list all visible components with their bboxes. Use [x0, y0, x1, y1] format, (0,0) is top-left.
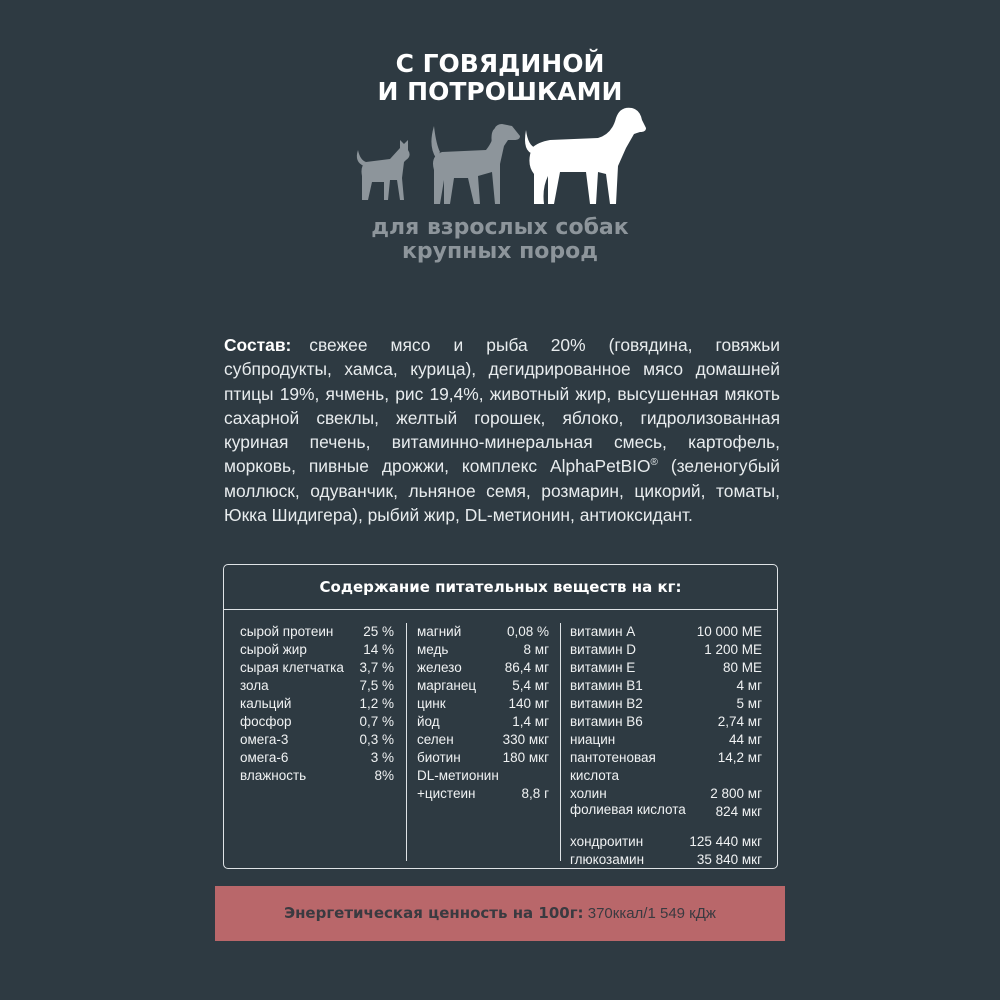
nutrients-column-1: [240, 623, 394, 785]
energy-value: 370ккал/1 549 кДж: [587, 905, 716, 922]
nutrient-row: [570, 695, 762, 713]
nutrient-name: ниацин: [570, 732, 616, 747]
nutrient-value: 3 %: [370, 750, 394, 765]
nutrient-name: сырой жир: [240, 642, 307, 657]
nutrient-value: 44 мг: [729, 732, 762, 747]
title-line-1: С ГОВЯДИНОЙ: [395, 49, 605, 78]
column-divider-2: [560, 623, 561, 861]
nutrient-name: витамин В2: [570, 696, 643, 711]
nutrient-row: [240, 731, 394, 749]
nutrient-value: 8 мг: [523, 642, 549, 657]
nutrient-name: витамин В6: [570, 714, 643, 729]
title-line-2: И ПОТРОШКАМИ: [377, 77, 623, 106]
nutrients-column-3: [570, 623, 762, 869]
dog-size-icons: [350, 104, 650, 210]
medium-dog-icon: [431, 124, 520, 204]
nutrient-value: 14,2 мг: [717, 750, 762, 765]
nutrient-name: витамин D: [570, 642, 637, 657]
nutrient-row: [240, 749, 394, 767]
nutrient-value: 80 МЕ: [722, 660, 762, 675]
nutrient-row: [417, 677, 549, 695]
nutrient-value: 1,2 %: [359, 696, 394, 711]
nutrient-value: 1 200 МЕ: [704, 642, 762, 657]
subtitle-line-1: для взрослых собак: [371, 215, 629, 240]
nutrient-row: [417, 641, 549, 659]
nutrient-row: [570, 851, 762, 869]
nutrient-row: [417, 731, 549, 749]
nutrient-name: DL-метионин: [417, 768, 499, 783]
energy-label: Энергетическая ценность на 100г:: [284, 904, 584, 922]
nutrient-name: пантотеновая: [570, 750, 656, 765]
nutrient-value: 0,7 %: [359, 714, 394, 729]
nutrient-value: 86,4 мг: [504, 660, 549, 675]
nutrient-row: [417, 767, 549, 785]
nutrient-name: цинк: [417, 696, 446, 711]
product-title: [0, 50, 1000, 106]
nutrient-name: хондроитин: [570, 834, 644, 849]
nutrient-name: глюкозамин: [570, 852, 645, 867]
nutrient-row: [417, 749, 549, 767]
nutrient-row: [570, 677, 762, 695]
nutrient-name: медь: [417, 642, 449, 657]
nutrient-value: 140 мг: [508, 696, 549, 711]
nutrient-name: йод: [417, 714, 440, 729]
nutrient-row: [570, 659, 762, 677]
composition-main: свежее мясо и рыба 20% (говядина, говяжьи субпродукты, хамса, курица), дегидрированное мясо домашней птицы 19%, ячмень, рис 19,4%, животный жир, высушенная мякоть сахарной свеклы, желтый горошек, яблоко, гидролизованная куриная печень, витаминно-минеральная смесь, картофель, морковь, пивные дрожжи, комплекс AlphaPetBIO: [224, 335, 780, 477]
nutrient-name: кислота: [570, 768, 619, 783]
nutrient-value: 2,74 мг: [717, 714, 762, 729]
nutrient-value: 180 мкг: [502, 750, 549, 765]
nutrient-row: [240, 677, 394, 695]
nutrient-name: витамин В1: [570, 678, 643, 693]
nutrient-value: 330 мкг: [502, 732, 549, 747]
nutrient-row: [240, 659, 394, 677]
nutrient-name: омега-6: [240, 750, 289, 765]
nutrient-value: 2 800 мг: [710, 786, 762, 801]
nutrient-row: [417, 623, 549, 641]
nutrient-row: [570, 803, 762, 833]
nutrient-row: [417, 659, 549, 677]
nutrient-row: [570, 785, 762, 803]
nutrient-name: омега-3: [240, 732, 289, 747]
nutrient-value: 25 %: [363, 624, 394, 639]
nutrient-row: [570, 749, 762, 767]
nutrient-value: 4 мг: [736, 678, 762, 693]
nutrient-name: железо: [417, 660, 462, 675]
nutrient-value: 0,3 %: [359, 732, 394, 747]
nutrient-value: 5,4 мг: [512, 678, 549, 693]
energy-value-banner: [215, 886, 785, 941]
nutrient-row: [240, 695, 394, 713]
nutrient-value: 14 %: [363, 642, 394, 657]
nutrient-name: биотин: [417, 750, 461, 765]
nutrient-row: [417, 785, 549, 803]
nutrient-value: 125 440 мкг: [689, 834, 762, 849]
nutrient-value: 5 мг: [736, 696, 762, 711]
nutrient-name: зола: [240, 678, 269, 693]
heading-divider: [224, 609, 777, 610]
nutrient-row: [570, 731, 762, 749]
nutrient-name: фосфор: [240, 714, 292, 729]
nutrient-row: [240, 767, 394, 785]
nutrients-column-2: [417, 623, 549, 803]
nutrient-row: [240, 623, 394, 641]
nutrient-name: +цистеин: [417, 786, 476, 801]
nutrients-table: [223, 564, 778, 869]
registered-mark: ®: [650, 457, 658, 469]
nutrient-row: [570, 833, 762, 851]
composition-label: Состав:: [224, 335, 292, 355]
nutrient-value: 10 000 МЕ: [696, 624, 762, 639]
nutrient-value: 7,5 %: [359, 678, 394, 693]
nutrient-row: [570, 641, 762, 659]
nutrient-value: 0,08 %: [506, 624, 549, 639]
nutrients-heading: Содержание питательных веществ на кг:: [319, 578, 682, 596]
small-dog-icon: [357, 140, 410, 200]
nutrient-name: сырой протеин: [240, 624, 334, 639]
nutrient-row: [240, 713, 394, 731]
column-divider-1: [406, 623, 407, 861]
nutrient-value: 8%: [374, 768, 394, 783]
nutrient-name: витамин Е: [570, 660, 636, 675]
nutrient-name: фолиевая кислота: [570, 802, 686, 817]
nutrient-value: 824 мкг: [715, 804, 762, 819]
nutrient-name: холин: [570, 786, 607, 801]
nutrient-row: [570, 713, 762, 731]
nutrient-row: [417, 695, 549, 713]
subtitle-line-2: крупных пород: [401, 239, 599, 264]
nutrient-value: 1,4 мг: [512, 714, 549, 729]
nutrient-row: [570, 623, 762, 641]
composition-text: [224, 333, 780, 527]
nutrient-name: влажность: [240, 768, 307, 783]
nutrient-row: [570, 767, 762, 785]
nutrient-name: селен: [417, 732, 454, 747]
nutrient-name: сырая клетчатка: [240, 660, 344, 675]
nutrient-row: [417, 713, 549, 731]
composition-rest: (зеленогубый моллюск, одуванчик, льняное семя, розмарин, цикорий, томаты, Юкка Шидигера), рыбий жир, DL-метионин, антиоксидант.: [224, 456, 780, 526]
large-dog-icon[interactable]: [525, 108, 646, 204]
product-subtitle: [0, 216, 1000, 264]
nutrient-name: магний: [417, 624, 462, 639]
nutrient-row: [240, 641, 394, 659]
nutrient-value: 35 840 мкг: [696, 852, 762, 867]
nutrient-value: 8,8 г: [521, 786, 549, 801]
nutrient-value: 3,7 %: [359, 660, 394, 675]
nutrient-name: марганец: [417, 678, 477, 693]
nutrient-name: кальций: [240, 696, 292, 711]
nutrient-name: витамин А: [570, 624, 636, 639]
